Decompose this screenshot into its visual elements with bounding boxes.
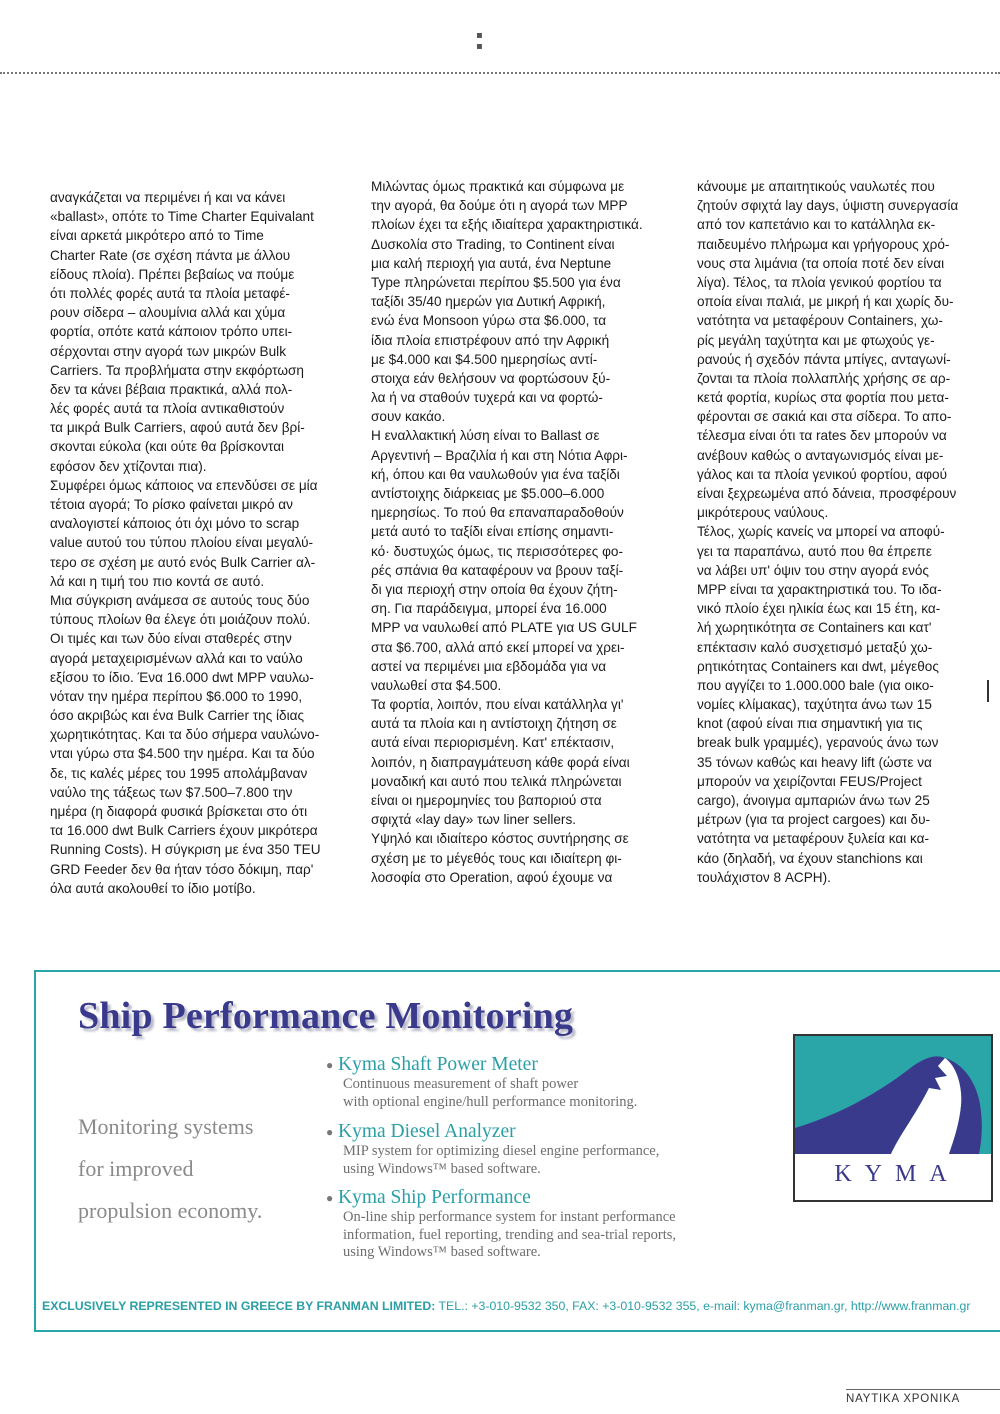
text-line: Συμφέρει όμως κάποιος να επενδύσει σε μία bbox=[50, 477, 318, 493]
text-line: κή, όπου και θα ναυλωθούν για ένα ταξίδι bbox=[371, 466, 620, 482]
text-line: ημερησίως. Το πού θα επαναπαραδοθούν bbox=[371, 505, 624, 521]
text-line: λα ή να σταθούν τυχερά και να φορτώ- bbox=[371, 390, 603, 406]
text-line: Carriers. Τα προβλήματα στην εκφόρτωση bbox=[50, 362, 304, 378]
product-desc-line: MIP system for optimizing diesel engine performance, bbox=[343, 1143, 660, 1159]
text-line: εφόσον δεν χτίζονται πια). bbox=[50, 458, 207, 474]
text-line: ρουν σίδερα – αλουμίνια αλλά και χύμα bbox=[50, 305, 286, 321]
text-line: όλα αυτά ακολουθεί το ίδιο μοτίβο. bbox=[50, 880, 256, 896]
text-line: με $4.000 και $4.500 ημερησίως αντί- bbox=[371, 351, 598, 367]
text-line: break bulk γραμμές), γερανούς άνω των bbox=[697, 735, 939, 751]
text-line: αυτά τα πλοία και η αντίστοιχη ζήτηση σε bbox=[371, 716, 617, 732]
text-line: όσο ακριβώς και ένα Bulk Carrier της ίδιας bbox=[50, 708, 305, 724]
product-desc-line: On-line ship performance system for instant performance bbox=[343, 1209, 676, 1225]
text-line: ση. Για παράδειγμα, μπορεί ένα 16.000 bbox=[371, 601, 607, 617]
article-column-3 bbox=[697, 177, 992, 887]
text-line: σχέση με το μέγεθός τους και ιδιαίτερη φι- bbox=[371, 850, 622, 866]
text-line: τέλεσμα είναι ότι τα rates δεν μπορούν να bbox=[697, 428, 947, 444]
text-line: εξίσου το ίδιο. Ένα 16.000 dwt MPP ναυλω- bbox=[50, 669, 314, 685]
text-line: οποία είναι παλιά, με μικρή ή και χωρίς δυ- bbox=[697, 294, 954, 310]
text-line: την αγορά, θα δούμε ότι η αγορά των MPP bbox=[371, 198, 628, 214]
text-line: νται γύρω στα $4.500 την ημέρα. Και τα δύο bbox=[50, 746, 315, 762]
product-diesel-analyzer bbox=[326, 1121, 786, 1178]
text-line: τέτοια αγορά; Το ρίσκο φαίνεται μικρό αν bbox=[50, 497, 293, 512]
text-line: value αυτού του τύπου πλοίου είναι μεγαλύ- bbox=[50, 535, 314, 551]
text-line: Υψηλό και ιδιαίτερο κόστος συντήρησης σε bbox=[371, 831, 629, 847]
text-line: «ballast», οπότε το Time Charter Equivalant bbox=[50, 209, 314, 225]
text-line: ρίς μεγάλη ταχύτητα και με φτωχούς γε- bbox=[697, 332, 935, 348]
text-line: μοναδική και αυτό που τελικά πληρώνεται bbox=[371, 773, 622, 789]
text-line: αυτά είναι περιορισμένη. Κατ' επέκτασιν, bbox=[371, 735, 615, 751]
text-line: ημέρα (η διαφορά φυσικά βρίσκεται στο ότι bbox=[50, 804, 308, 819]
text-line: είναι αρκετά μικρότερο από το Time bbox=[50, 228, 264, 244]
kyma-logo bbox=[793, 1034, 993, 1202]
text-line: 35 τόνων καθώς και heavy lift (ώστε να bbox=[697, 754, 932, 770]
text-line: ρές σπάνια θα καταφέρουν να βρουν ταξί- bbox=[371, 562, 624, 578]
product-desc-line: using Windows™ based software. bbox=[343, 1244, 541, 1260]
text-line: μπορούν να χειρίζονται FEUS/Project bbox=[697, 773, 922, 789]
text-line: τύπους πλοίων θα έλεγε ότι μοιάζουν πολύ. bbox=[50, 612, 311, 628]
text-line: σφιχτά «lay day» των liner sellers. bbox=[371, 812, 577, 828]
text-line: Running Costs). Η σύγκριση με ένα 350 TEU bbox=[50, 842, 321, 858]
text-line: αντίστοιχης διάρκειας με $5.000–6.000 bbox=[371, 486, 605, 501]
text-line: Charter Rate (σε σχέση πάντα με άλλου bbox=[50, 247, 291, 263]
ad-tagline-line: propulsion economy. bbox=[78, 1198, 263, 1223]
text-line: αναγκάζεται να περιμένει ή και να κάνει bbox=[50, 190, 286, 205]
text-line: ζονται τα πλοία πολλαπλής χρήσης σε αρ- bbox=[697, 370, 951, 386]
text-line: Οι τιμές και των δύο είναι σταθερές στην bbox=[50, 631, 292, 647]
text-line: ανέβουν καθώς ο ανταγωνισμός είναι με- bbox=[697, 447, 944, 463]
text-line: Τα φορτία, λοιπόν, που είναι κατάλληλα γι' bbox=[371, 697, 624, 713]
text-line: δι για περιοχή στην οποία θα έχουν ζήτη- bbox=[371, 581, 618, 597]
text-line: κάνουμε με απαιτητικούς ναυλωτές που bbox=[697, 179, 935, 194]
product-desc-line: Continuous measurement of shaft power bbox=[343, 1076, 579, 1092]
text-line: ίδια πλοία επιστρέφουν από την Αφρική bbox=[371, 332, 610, 348]
ad-tagline bbox=[78, 1106, 318, 1232]
text-line: δεν τα κάνει βέβαια πρακτικά, αλλά πολ- bbox=[50, 381, 293, 397]
text-line: νατότητα να μεταφέρουν ξυλεία και κα- bbox=[697, 831, 930, 847]
ad-tagline-line: for improved bbox=[78, 1156, 194, 1181]
text-line: μέτρων (για τα project cargoes) και δυ- bbox=[697, 812, 931, 828]
text-line: επέκτασιν καλό συσχετισμό μεταξύ χω- bbox=[697, 639, 933, 655]
text-line: τερο σε σχέση με αυτό ενός Bulk Carrier αλ- bbox=[50, 554, 316, 570]
text-line: αγορά μεταχειρισμένων αλλά και το ναύλο bbox=[50, 650, 303, 666]
text-line: σέρχονται στην αγορά των μικρών Bulk bbox=[50, 343, 286, 359]
bullet-icon: ● bbox=[326, 1058, 334, 1073]
text-line: λές φορές αυτά τα πλοία αντικαθιστούν bbox=[50, 401, 285, 417]
text-line: νικό πλοίο έχει ηλικία έως και 15 έτη, κα- bbox=[697, 601, 941, 617]
text-line: ρητικότητας Containers και dwt, μέγεθος bbox=[697, 658, 939, 674]
product-name: Kyma Ship Performance bbox=[338, 1187, 531, 1208]
text-line: γει τα παραπάνω, αυτό που θα έπρεπε bbox=[697, 543, 932, 559]
text-line: λοσοφία στο Operation, αφού έχουμε να bbox=[371, 869, 613, 885]
text-line: Η εναλλακτική λύση είναι το Ballast σε bbox=[371, 428, 600, 444]
text-line: Μιλώντας όμως πρακτικά και σύμφωνα με bbox=[371, 179, 625, 194]
text-line: στοιχα εάν θελήσουν να φορτώσουν ξύ- bbox=[371, 370, 611, 386]
text-line: νατότητα να μεταφέρουν Containers, χω- bbox=[697, 313, 943, 329]
product-name: Kyma Diesel Analyzer bbox=[338, 1121, 516, 1142]
ad-title: Ship Performance Monitoring bbox=[78, 995, 574, 1037]
product-desc-line: information, fuel reporting, trending and sea-trial reports, bbox=[343, 1226, 676, 1243]
text-line: κάο (δηλαδή, να έχουν stanchions και bbox=[697, 850, 923, 866]
text-line: σκονται εύκολα (και ούτε θα βρίσκονται bbox=[50, 439, 285, 455]
top-crop-mark: ▪ ▪ bbox=[476, 30, 501, 52]
product-name: Kyma Shaft Power Meter bbox=[338, 1054, 538, 1075]
article-column-1 bbox=[50, 188, 345, 898]
text-line: παιδευμένο πλήρωμα και γρήγορους χρό- bbox=[697, 236, 950, 252]
text-line: νομίες κλίμακας), ταχύτητα άνω των 15 bbox=[697, 697, 932, 713]
text-line: ταξίδι 35/40 ημερών για Δυτική Αφρική, bbox=[371, 294, 606, 310]
text-line: knot (αφού είναι πια σημαντική για τις bbox=[697, 716, 923, 732]
text-line: πλοίων έχει τα εξής ιδιαίτερα χαρακτηριστικά. bbox=[371, 217, 643, 233]
text-line: είναι ξεχρεωμένα από δάνεια, προσφέρουν bbox=[697, 486, 957, 501]
text-line: ενώ ένα Monsoon γύρω στα $6.000, τα bbox=[371, 313, 607, 329]
text-line: που αγγίζει το 1.000.000 bale (για οικο- bbox=[697, 677, 934, 693]
text-line: MPP να ναυλωθεί από PLATE για US GULF bbox=[371, 620, 637, 636]
product-desc-line: with optional engine/hull performance monitoring. bbox=[343, 1093, 638, 1110]
text-line: φορτία, οπότε κατά κάποιον τρόπο υπει- bbox=[50, 324, 293, 340]
text-line: ναύλο της τάξεως των $7.500–7.800 την bbox=[50, 784, 293, 800]
text-line: κετά φορτία, κυρίως στα φορτία που μετα- bbox=[697, 390, 949, 406]
top-dotted-rule bbox=[0, 72, 1000, 74]
text-line: cargo), άνοιγμα αμπαριών άνω των 25 bbox=[697, 793, 930, 808]
text-line: Τέλος, χωρίς κανείς να μπορεί να αποφύ- bbox=[697, 524, 945, 540]
text-line: γάλος και τα πλοία γενικού φορτίου, αφού bbox=[697, 466, 948, 482]
text-line: τα μικρά Bulk Carriers, αφού αυτά δεν βρί- bbox=[50, 420, 305, 436]
product-shaft-power-meter bbox=[326, 1054, 786, 1111]
text-line: σουν κακάο. bbox=[371, 409, 446, 425]
text-line: λίγα). Τέλος, τα πλοία γενικού φορτίου τα bbox=[697, 274, 942, 290]
text-line: μετά αυτό το ταξίδι είναι επίσης σημαντι- bbox=[371, 524, 614, 540]
text-line: χωρητικότητας. Και τα δύο σήμερα ναυλώνο- bbox=[50, 727, 320, 743]
text-line: τουλάχιστον 8 ACPH). bbox=[697, 869, 831, 885]
product-desc-line: using Windows™ based software. bbox=[343, 1160, 541, 1177]
ad-footer-contact: TEL.: +3-010-9532 350, FAX: +3-010-9532 355, e-mail: kyma@franman.gr, http://www.franman.gr bbox=[435, 1299, 971, 1313]
text-line: GRD Feeder δεν θα ήταν τόσο δόκιμη, παρ' bbox=[50, 861, 314, 877]
text-line: ζητούν σφιχτά lay days, ύψιστη συνεργασία bbox=[697, 198, 959, 214]
text-line: λά και η τιμή του πιο κοντά σε αυτό. bbox=[50, 573, 265, 589]
text-line: νόταν την ημέρα περίπου $6.000 το 1990, bbox=[50, 688, 303, 704]
text-line: λή χωρητικότητα σε Containers και κατ' bbox=[697, 620, 932, 636]
text-line: νους στα λιμάνια (τα οποία ποτέ δεν είναι bbox=[697, 255, 945, 271]
text-line: αναλογιστεί κάποιος ότι όχι μόνο το scrap bbox=[50, 516, 300, 532]
text-line: είδους πλοία). Πρέπει βεβαίως να πούμε bbox=[50, 266, 295, 282]
text-line: Αργεντινή – Βραζιλία ή και στη Νότια Αφρι- bbox=[371, 447, 628, 463]
text-line: Type πληρώνεται περίπου $5.500 για ένα bbox=[371, 274, 621, 290]
text-line: Μια σύγκριση ανάμεσα σε αυτούς τους δύο bbox=[50, 592, 310, 608]
bullet-icon: ● bbox=[326, 1191, 334, 1206]
text-line: δε, τις καλές μέρες του 1995 απολάμβαναν bbox=[50, 765, 308, 781]
article-column-2 bbox=[371, 177, 666, 887]
text-line: να λάβει υπ' όψιν του στην αγορά ενός bbox=[697, 562, 929, 578]
text-line: Δυσκολία στο Trading, το Continent είναι bbox=[371, 236, 615, 252]
text-line: από τον καπετάνιο και το κατάλληλα εκ- bbox=[697, 217, 936, 233]
text-line: λοιπόν, η διαπραγμάτευση κάθε φορά είναι bbox=[371, 754, 630, 770]
ad-footer bbox=[36, 1294, 1000, 1318]
product-ship-performance bbox=[326, 1187, 786, 1262]
text-line: αστεί να περιμένει μια εβδομάδα για να bbox=[371, 658, 607, 674]
text-line: ότι πολλές φορές αυτά τα πλοία μεταφέ- bbox=[50, 285, 290, 301]
text-line: MPP είναι τα χαρακτηριστικά του. Το ιδα- bbox=[697, 581, 942, 597]
margin-mark bbox=[987, 680, 989, 702]
ad-footer-representative: EXCLUSIVELY REPRESENTED IN GREECE BY FRANMAN LIMITED: bbox=[42, 1299, 436, 1313]
text-line: κό· δυστυχώς όμως, τις περισσότερες φο- bbox=[371, 543, 624, 559]
text-line: ναυλωθεί στα $4.500. bbox=[371, 677, 502, 693]
kyma-advertisement bbox=[34, 970, 1000, 1332]
text-line: μικρότερους ναύλους. bbox=[697, 505, 829, 521]
ad-tagline-line: Monitoring systems bbox=[78, 1114, 254, 1139]
logo-text: KYMA bbox=[834, 1161, 960, 1187]
bullet-icon: ● bbox=[326, 1125, 334, 1140]
text-line: τα 16.000 dwt Bulk Carriers έχουν μικρότερα bbox=[50, 823, 318, 839]
text-line: φέρονται σε σακιά και στα σίδερα. Το απο- bbox=[697, 409, 952, 425]
text-line: μια καλή περιοχή για αυτά, ένα Neptune bbox=[371, 255, 612, 271]
text-line: ρανούς ή σχεδόν πάντα μπίγες, ανταγωνί- bbox=[697, 351, 951, 367]
page-footer: ΝΑΥΤΙΚΑ ΧΡΟΝΙΚΑ bbox=[846, 1389, 1000, 1405]
text-line: είναι οι ημερομηνίες του βαποριού στα bbox=[371, 793, 602, 808]
text-line: στα $6.700, αλλά από εκεί μπορεί να χρει- bbox=[371, 639, 625, 655]
